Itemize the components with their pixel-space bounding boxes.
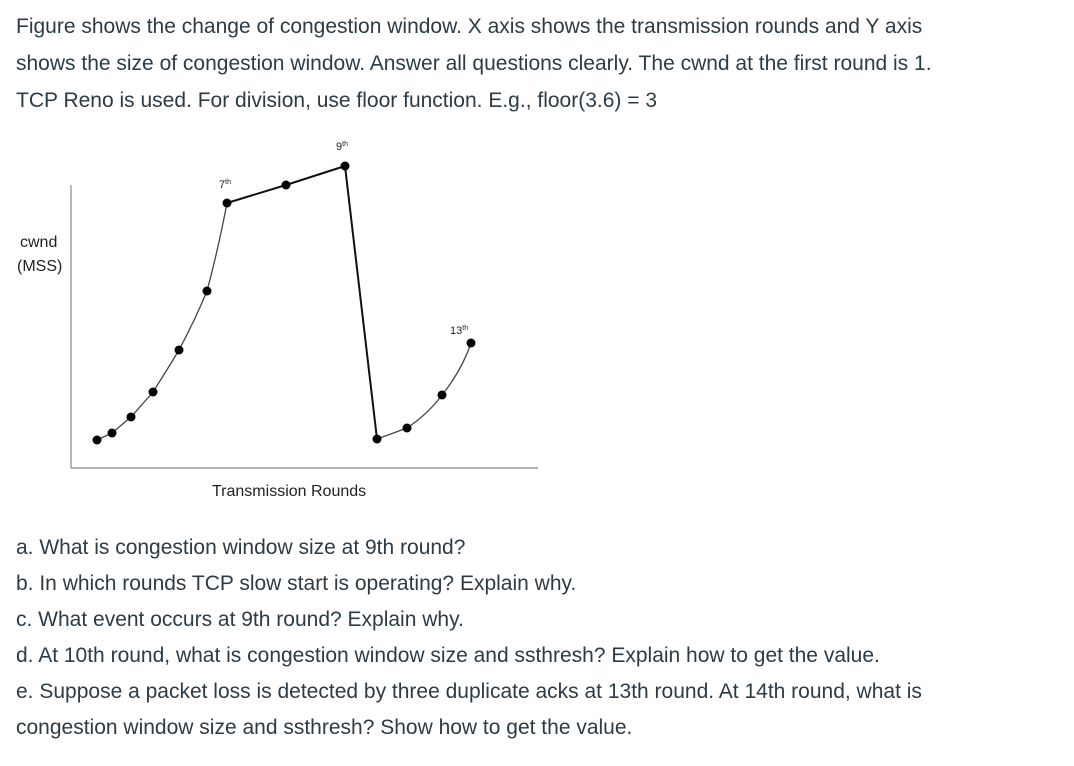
intro-line-1: Figure shows the change of congestion window. X axis shows the transmission rounds and Y axis — [16, 15, 923, 38]
question-c: c. What event occurs at 9th round? Explain why. — [16, 608, 464, 631]
slow-start-curve-2 — [377, 343, 471, 439]
cwnd-chart — [0, 130, 560, 510]
data-point — [223, 199, 232, 208]
question-d: d. At 10th round, what is congestion window size and ssthresh? Explain how to get the value. — [16, 644, 880, 667]
question-e-line-2: congestion window size and ssthresh? Show how to get the value. — [16, 716, 633, 739]
data-point — [438, 391, 447, 400]
data-point — [203, 287, 212, 296]
question-e-line-1: e. Suppose a packet loss is detected by three duplicate acks at 13th round. At 14th round, what is — [16, 680, 922, 703]
data-point — [341, 162, 350, 171]
data-point — [175, 346, 184, 355]
data-point — [467, 339, 476, 348]
data-point — [403, 424, 412, 433]
data-point — [282, 181, 291, 190]
timeout-drop-line — [345, 166, 377, 439]
annotation-7th: 7th — [219, 179, 231, 191]
data-point — [373, 435, 382, 444]
data-point — [127, 413, 136, 422]
y-axis-label-line-2: (MSS) — [17, 258, 63, 275]
y-axis-label-line-1: cwnd — [20, 234, 58, 251]
question-b: b. In which rounds TCP slow start is operating? Explain why. — [16, 572, 577, 595]
question-list — [16, 530, 1066, 746]
data-points — [93, 162, 476, 445]
problem-intro — [16, 8, 1066, 119]
intro-line-3: TCP Reno is used. For division, use floor function. E.g., floor(3.6) = 3 — [16, 89, 658, 112]
x-axis-label: Transmission Rounds — [212, 483, 367, 500]
question-a: a. What is congestion window size at 9th round? — [16, 536, 466, 559]
intro-line-2: shows the size of congestion window. Answer all questions clearly. The cwnd at the first round is 1. — [16, 52, 932, 75]
slow-start-curve-1 — [97, 203, 227, 440]
data-point — [108, 429, 117, 438]
annotation-9th: 9th — [336, 141, 348, 153]
data-point — [149, 388, 158, 397]
data-point — [93, 436, 102, 445]
annotation-13th: 13th — [450, 325, 469, 337]
